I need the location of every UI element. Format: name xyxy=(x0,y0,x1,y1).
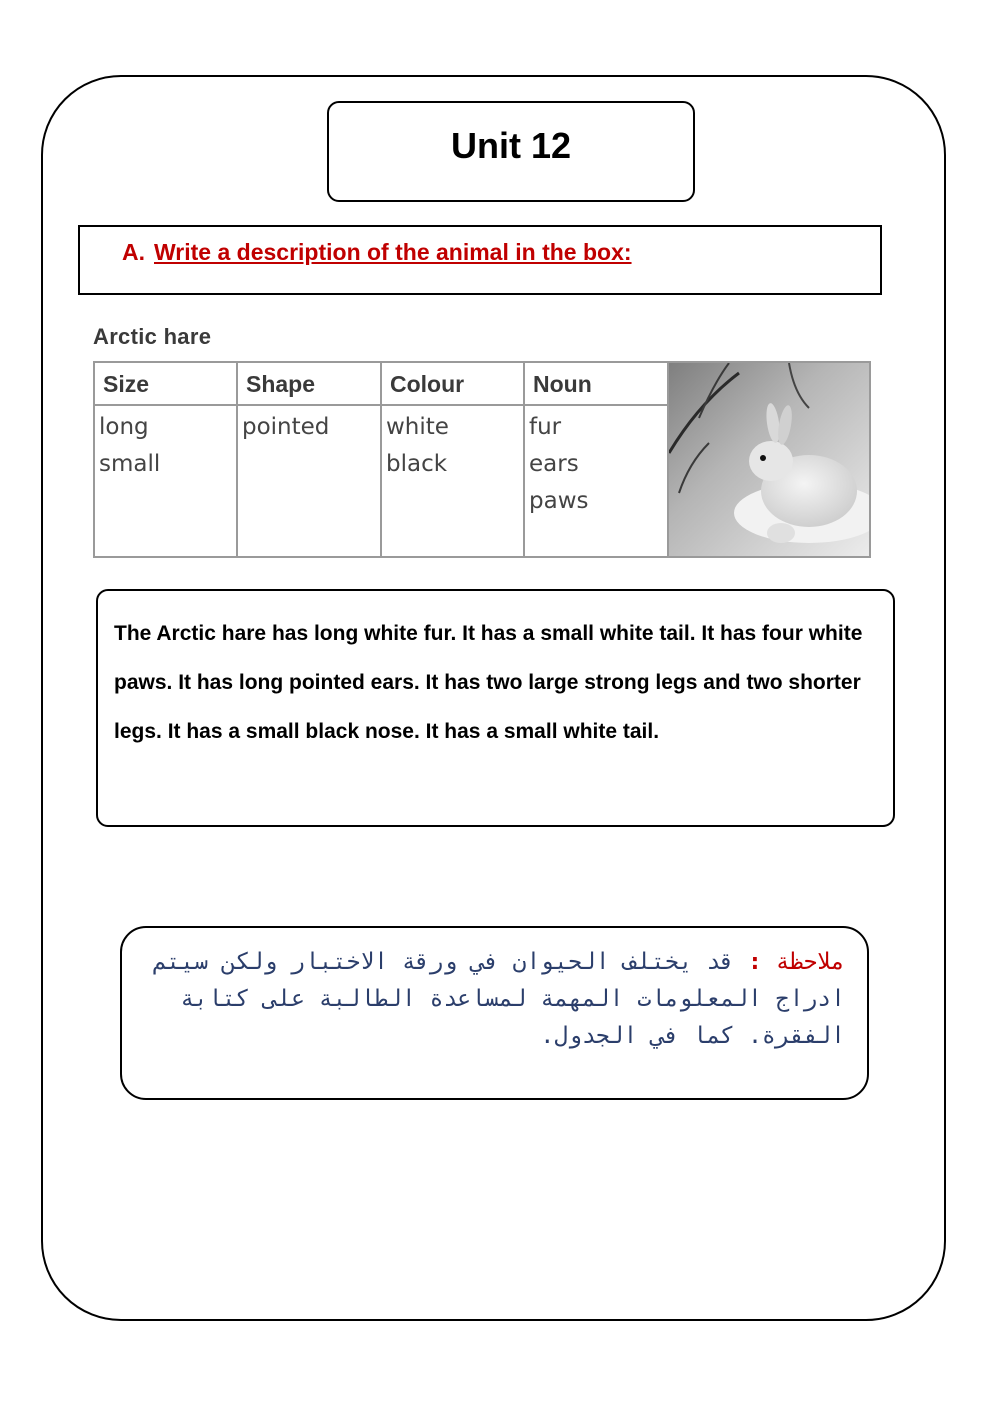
table-cell: ears xyxy=(529,451,579,477)
table-cell: paws xyxy=(529,488,589,514)
instruction-text: Write a description of the animal in the box: xyxy=(154,239,632,265)
column-header: Size xyxy=(95,363,236,406)
unit-title: Unit 12 xyxy=(450,124,572,166)
table-cell: white xyxy=(386,414,449,440)
table-cell: pointed xyxy=(242,414,330,440)
instruction-box xyxy=(78,225,882,295)
table-column-noun xyxy=(525,363,669,556)
description-box xyxy=(96,589,895,827)
column-header: Noun xyxy=(525,363,667,406)
table-column-shape xyxy=(238,363,382,556)
vocabulary-table xyxy=(93,361,871,558)
table-column-colour xyxy=(382,363,525,556)
arctic-hare-photo xyxy=(669,363,869,556)
instruction-label: A. xyxy=(122,239,145,265)
table-cell: black xyxy=(386,451,448,477)
table-title: Arctic hare xyxy=(93,324,212,349)
table-cell: long xyxy=(99,414,149,440)
note-colon: : xyxy=(748,949,762,975)
table-cell: small xyxy=(99,451,161,477)
description-paragraph: The Arctic hare has long white fur. It has a small white tail. It has four white paws. It has long pointed ears. It has two large strong legs and two shorter legs. It has a small black nose. It has a small white tail. xyxy=(114,622,863,743)
note-text: قد يختلف الحيوان في ورقة الاختبار ولكن سيتم ادراج المعلومات المهمة لمساعدة الطالبة على كتابة الفقرة. كما في الجدول. xyxy=(152,949,845,1049)
note-box xyxy=(120,926,869,1100)
table-cell: fur xyxy=(529,414,562,440)
note-paragraph xyxy=(142,944,845,1055)
column-header: Colour xyxy=(382,363,523,406)
table-column-size xyxy=(95,363,238,556)
unit-title-box xyxy=(327,101,695,202)
note-label: ملاحظة xyxy=(775,949,845,975)
arctic-hare-illustration xyxy=(669,363,869,556)
column-header: Shape xyxy=(238,363,380,406)
